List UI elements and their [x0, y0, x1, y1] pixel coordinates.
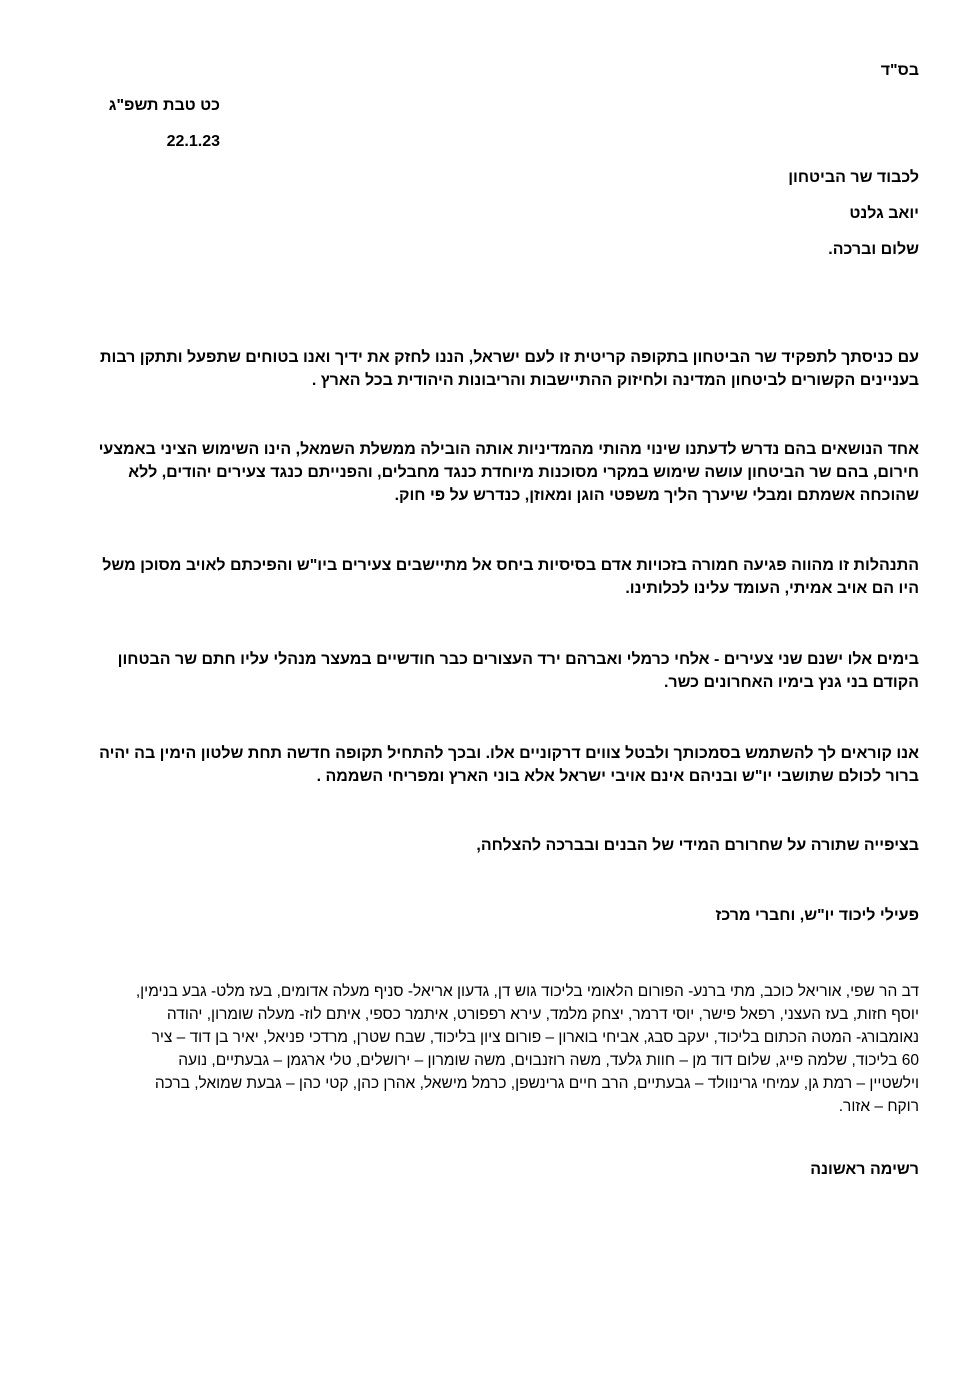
paragraph-1	[59, 346, 919, 392]
signatories-line: וילשטיין – רמת גן, עמיחי גרינוולד – גבעתיים, הרב חיים גרינשפן, כרמל מישאל, אהרן כהן, קטי כהן – גבעת שמואל, ברכה	[154, 1075, 919, 1092]
paragraph-line: היו הם אויב אמיתי, העומד עלינו לכלותינו.	[625, 580, 919, 597]
paragraph-4	[59, 648, 919, 694]
signatories-line: יוסף חזות, בעז העצני, רפאל פישר, יוסי דרמר, יצחק מלמד, עירא רפפורט, איתמר כספי, איתם לוז- מעלה שומרון, יהודה	[166, 1006, 919, 1023]
paragraph-line: התנהלות זו מהווה פגיעה חמורה בזכויות אדם בסיסיות ביחס אל מתיישבים צעירים ביו"ש והפיכתם לאויב מסוכן משל	[102, 557, 919, 574]
signature-line: פעילי ליכוד יו"ש, וחברי מרכז	[715, 907, 919, 924]
paragraph-line: בימים אלו ישנם שני צעירים - אלחי כרמלי ואברהם ירד העצורים כבר חודשיים במעצר מנהלי עליו חתם שר הבטחון	[117, 651, 919, 668]
bsd-header: בס"ד	[880, 62, 919, 79]
paragraph-2	[59, 438, 919, 507]
recipient-title: לכבוד שר הביטחון	[788, 169, 919, 186]
signatories-line: 60 בליכוד, שלמה פייג, שלום דוד מן – חוות גלעד, משה רוזנבוים, משה שומרון – ירושלים, טלי ארגמן – גבעתיים, נועה	[178, 1052, 919, 1069]
recipient-name: יואב גלנט	[849, 205, 919, 222]
gregorian-date: 22.1.23	[166, 133, 220, 150]
greeting: שלום וברכה.	[828, 241, 919, 258]
paragraph-line: ברור לכולם שתושבי יו"ש ובניהם אינם אויבי ישראל אלא בוני הארץ ומפריחי השממה .	[316, 768, 919, 785]
paragraph-line: אחד הנושאים בהם נדרש לדעתנו שינוי מהותי מהמדיניות אותה הובילה ממשלת השמאל, הינו השימוש הציני באמצעי	[98, 441, 919, 458]
paragraph-line: אנו קוראים לך להשתמש בסמכותך ולבטל צווים דרקוניים אלו. ובכך להתחיל תקופה חדשה תחת שלטון הימין בה יהיה	[99, 745, 919, 762]
paragraph-line: עם כניסתך לתפקיד שר הביטחון בתקופה קריטית זו לעם ישראל, הננו לחזק את ידיך ואנו בטוחים שתפעל ותתקן רבות	[100, 349, 919, 366]
signatories-line: נאומבורג- המטה הכתום בליכוד, יעקב סבג, אביחי בוארון – פורום ציון בליכוד, שבח שטרן, מרדכי פניאל, יאיר בן דוד – ציר	[151, 1029, 919, 1046]
footer-first-list: רשימה ראשונה	[810, 1161, 919, 1178]
paragraph-line: בעניינים הקשורים לביטחון המדינה ולחיזוק ההתיישבות והריבונות היהודית בכל הארץ .	[311, 372, 919, 389]
paragraph-line: שהוכחה אשמתם ומבלי שיערך הליך משפטי הוגן ומאוזן, כנדרש על פי חוק.	[394, 487, 919, 504]
signatories-line: רוקח – אזור.	[838, 1098, 919, 1115]
signatories-list	[59, 980, 919, 1118]
paragraph-3	[59, 554, 919, 600]
paragraph-line: הקודם בני גנץ בימיו האחרונים כשר.	[663, 674, 919, 691]
closing-line: בציפייה שתורה על שחרורם המידי של הבנים ובברכה להצלחה,	[476, 837, 919, 854]
paragraph-5	[59, 742, 919, 788]
signatories-line: דב הר שפי, אוריאל כוכב, מתי ברנע- הפורום הלאומי בליכוד גוש דן, גדעון אריאל- סניף מעלה אדומים, בעז מלט- גבע בנימין,	[135, 983, 919, 1000]
paragraph-line: חירום, בהם שר הביטחון עושה שימוש במקרי מסוכנות מיוחדת כנגד מחבלים, והפנייתם כנגד צעירים יהודים, ללא	[128, 464, 919, 481]
hebrew-date: כט טבת תשפ"ג	[108, 97, 220, 114]
